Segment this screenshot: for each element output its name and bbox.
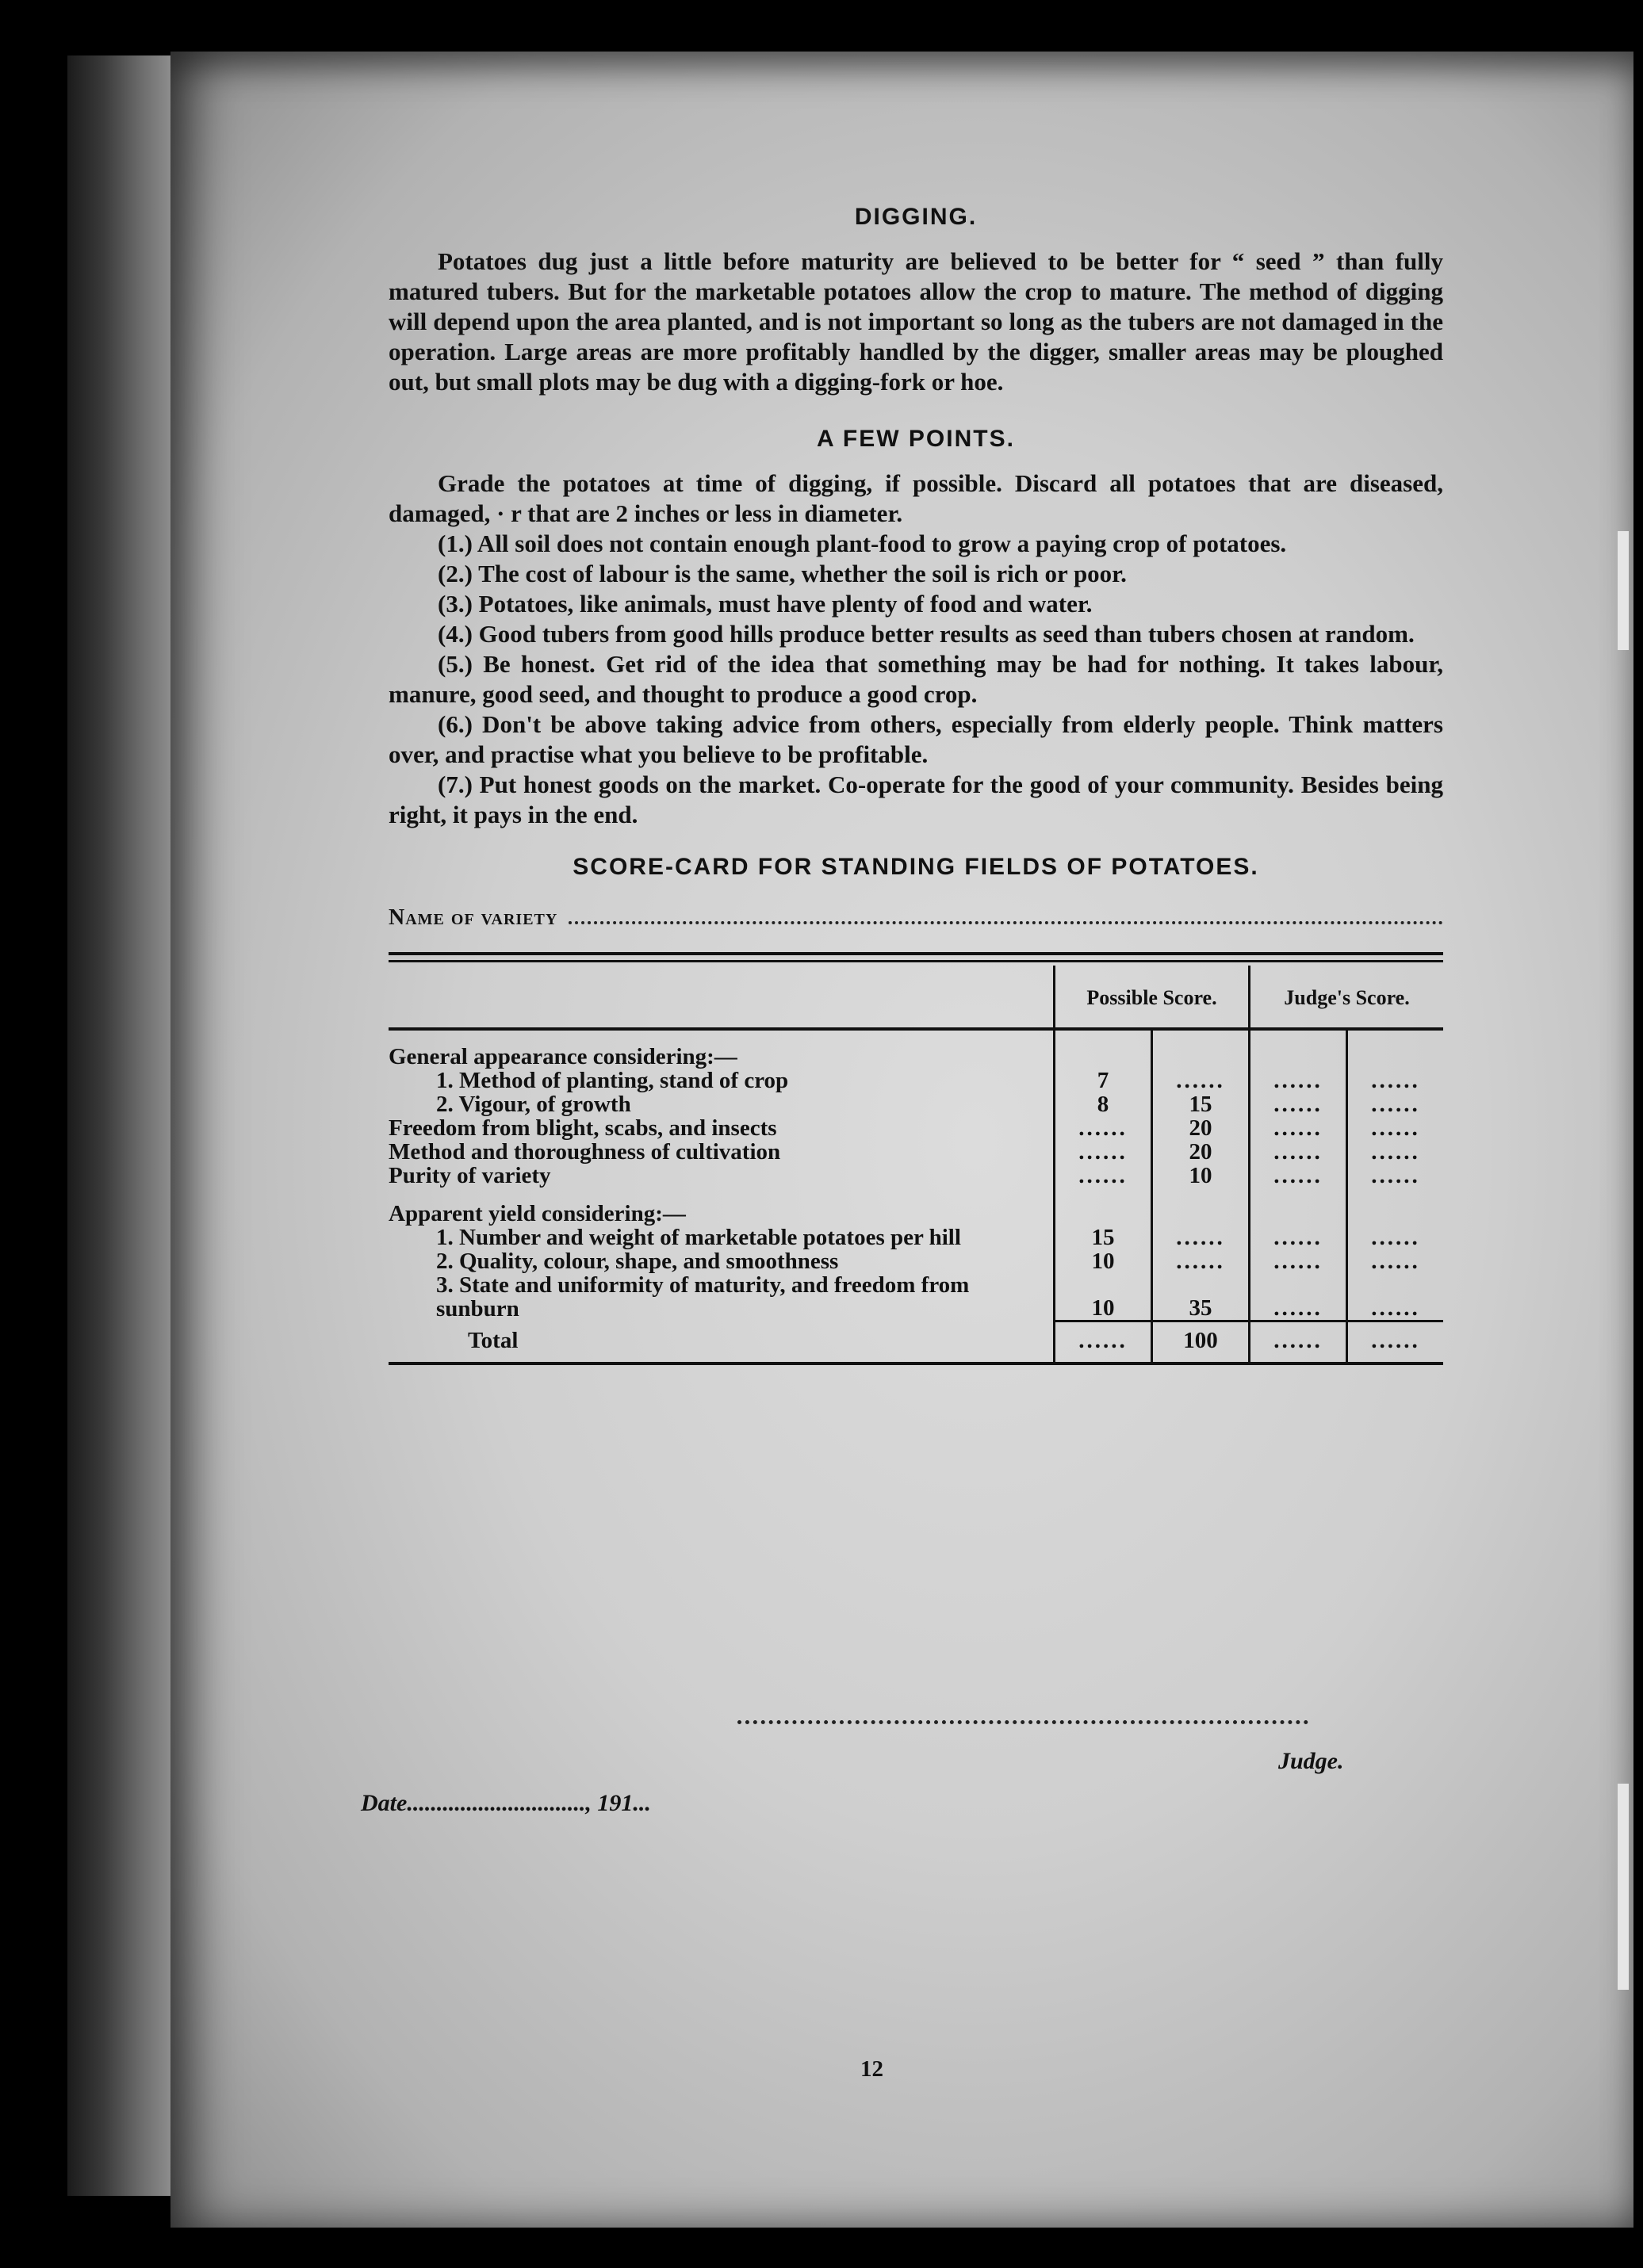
table-row xyxy=(389,1164,1443,1188)
book-binding xyxy=(67,55,170,2196)
table-row xyxy=(389,1226,1443,1249)
judge-total-score[interactable]: ...... xyxy=(1347,1164,1444,1188)
judge-label: Judge. xyxy=(1278,1748,1344,1774)
scorecard-heading: SCORE-CARD FOR STANDING FIELDS OF POTATOES. xyxy=(573,854,1259,880)
possible-sub-score: ...... xyxy=(1055,1140,1152,1164)
point-item: (2.) The cost of labour is the same, whether the soil is rich or poor. xyxy=(438,560,1127,587)
possible-sub-score: 8 xyxy=(1055,1092,1152,1116)
judge-total-score[interactable]: ...... xyxy=(1347,1249,1444,1273)
variety-name-row xyxy=(389,903,1443,933)
judge-sub-score[interactable]: ...... xyxy=(1250,1140,1347,1164)
criterion-label: 1. Number and weight of marketable potatoes per hill xyxy=(436,1225,961,1250)
section-row xyxy=(389,1188,1443,1226)
judge-total-score[interactable]: ...... xyxy=(1347,1140,1444,1164)
table-row xyxy=(389,1069,1443,1092)
judge-sub-score[interactable]: ...... xyxy=(1250,1069,1347,1092)
judge-total-score[interactable]: ...... xyxy=(1347,1116,1444,1140)
table-bottom-rule xyxy=(389,1363,1443,1365)
possible-total-score: 15 xyxy=(1152,1092,1250,1116)
judge-sub-score[interactable]: ...... xyxy=(1250,1273,1347,1321)
digging-paragraph: Potatoes dug just a little before maturity are believed to be better for “ seed ” than fully matured tubers. But for the marketable potatoes allow the crop to mature. The method of digging will depend upon the area planted, and is not important so long as the tubers are not damaged in the operation. Large areas are more profitably handled by the digger, smaller areas may be ploughed out, but small plots may be dug with a digging-fork or hoe. xyxy=(389,247,1443,396)
criterion-label: Purity of variety xyxy=(389,1163,551,1188)
table-row xyxy=(389,1140,1443,1164)
possible-total-score: 20 xyxy=(1152,1140,1250,1164)
possible-total-score: 10 xyxy=(1152,1164,1250,1188)
criterion-label: 1. Method of planting, stand of crop xyxy=(436,1068,789,1093)
point-item: (4.) Good tubers from good hills produce better results as seed than tubers chosen at random. xyxy=(438,620,1415,648)
possible-total-score: 20 xyxy=(1152,1116,1250,1140)
total-row xyxy=(389,1321,1443,1363)
point-item: (1.) All soil does not contain enough plant-food to grow a paying crop of potatoes. xyxy=(438,530,1287,557)
page-content xyxy=(389,202,1443,1365)
score-table xyxy=(389,966,1443,1365)
judge-signature-line[interactable] xyxy=(737,1720,1308,1724)
score-table-header xyxy=(389,966,1443,1029)
table-row xyxy=(389,1249,1443,1273)
possible-sub-score: ...... xyxy=(1055,1116,1152,1140)
possible-sub-score: 15 xyxy=(1055,1226,1152,1249)
possible-sub-score: 7 xyxy=(1055,1069,1152,1092)
possible-sub-score: 10 xyxy=(1055,1273,1152,1321)
variety-name-label: Name of variety xyxy=(389,905,558,930)
point-item: (3.) Potatoes, like animals, must have plenty of food and water. xyxy=(438,590,1093,618)
criterion-label: 2. Vigour, of growth xyxy=(436,1092,631,1117)
possible-total-score: ...... xyxy=(1152,1069,1250,1092)
yield-heading: Apparent yield considering:— xyxy=(389,1201,686,1226)
page-edge-mark xyxy=(1618,1784,1629,1990)
judge-total[interactable]: ...... xyxy=(1347,1321,1444,1363)
date-line: Date.............................., 191... xyxy=(361,1790,651,1816)
possible-total: 100 xyxy=(1152,1321,1250,1363)
section-row xyxy=(389,1029,1443,1069)
judge-sub-score[interactable]: ...... xyxy=(1250,1249,1347,1273)
point-item: (5.) Be honest. Get rid of the idea that something may be had for nothing. It takes labour, manure, good seed, and thought to produce a good crop. xyxy=(389,650,1443,708)
points-heading: A FEW POINTS. xyxy=(817,426,1015,452)
judge-total-score[interactable]: ...... xyxy=(1347,1226,1444,1249)
table-row xyxy=(389,1116,1443,1140)
variety-name-blank[interactable] xyxy=(569,921,1443,924)
possible-total-score: ...... xyxy=(1152,1249,1250,1273)
judge-total-score[interactable]: ...... xyxy=(1347,1069,1444,1092)
general-heading: General appearance considering:— xyxy=(389,1044,737,1069)
date-label: Date xyxy=(361,1790,408,1816)
judge-sub-total[interactable]: ...... xyxy=(1250,1321,1347,1363)
point-item: (7.) Put honest goods on the market. Co-operate for the good of your community. Besides being right, it pays in the end. xyxy=(389,771,1443,828)
criterion-label: 3. State and uniformity of maturity, and freedom from sunburn xyxy=(436,1272,970,1321)
judge-score-header: Judge's Score. xyxy=(1250,966,1444,1029)
possible-total-score: ...... xyxy=(1152,1226,1250,1249)
table-row xyxy=(389,1273,1443,1321)
criterion-label: Freedom from blight, scabs, and insects xyxy=(389,1115,777,1141)
possible-sub-score: 10 xyxy=(1055,1249,1152,1273)
total-label: Total xyxy=(468,1327,519,1353)
table-row xyxy=(389,1092,1443,1116)
judge-sub-score[interactable]: ...... xyxy=(1250,1164,1347,1188)
possible-sub-total: ...... xyxy=(1055,1321,1152,1363)
possible-sub-score: ...... xyxy=(1055,1164,1152,1188)
digging-heading: DIGGING. xyxy=(854,204,978,230)
page-number: 12 xyxy=(860,2056,883,2082)
criterion-label: 2. Quality, colour, shape, and smoothness xyxy=(436,1249,839,1274)
judge-sub-score[interactable]: ...... xyxy=(1250,1092,1347,1116)
point-item: (6.) Don't be above taking advice from others, especially from elderly people. Think matters over, and practise what you believe to be profitable. xyxy=(389,710,1443,768)
judge-sub-score[interactable]: ...... xyxy=(1250,1116,1347,1140)
date-blank[interactable]: .............................., xyxy=(407,1790,598,1816)
table-top-rule xyxy=(389,952,1443,962)
points-intro: Grade the potatoes at time of digging, if possible. Discard all potatoes that are diseased, damaged, · r that are 2 inches or less in diameter. xyxy=(389,469,1443,527)
date-year: 191 xyxy=(597,1790,634,1816)
judge-total-score[interactable]: ...... xyxy=(1347,1273,1444,1321)
page-edge-mark xyxy=(1618,531,1629,650)
judge-total-score[interactable]: ...... xyxy=(1347,1092,1444,1116)
judge-sub-score[interactable]: ...... xyxy=(1250,1226,1347,1249)
criterion-label: Method and thoroughness of cultivation xyxy=(389,1139,781,1165)
possible-score-header: Possible Score. xyxy=(1055,966,1250,1029)
possible-total-score: 35 xyxy=(1152,1273,1250,1321)
